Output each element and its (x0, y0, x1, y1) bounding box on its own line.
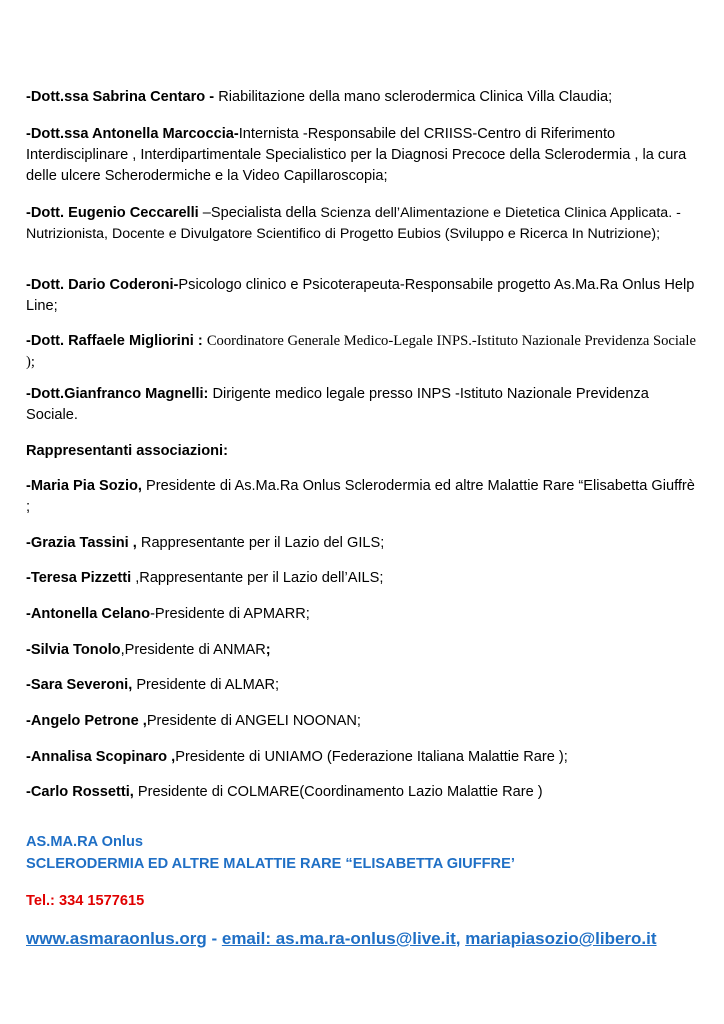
assoc-sozio (26, 476, 701, 518)
assoc-name: -Carlo Rossetti, (26, 784, 138, 800)
entry-coderoni (26, 275, 701, 317)
assoc-pizzetti (26, 568, 701, 589)
assoc-tassini (26, 533, 701, 554)
email-link-secondary[interactable]: mariapiasozio@libero.it (465, 929, 657, 948)
assoc-scopinaro (26, 747, 701, 768)
assoc-desc: Presidente di UNIAMO (Federazione Italiana Malattie Rare ); (175, 749, 568, 765)
entry-name: -Dott. Raffaele Migliorini : (26, 333, 207, 349)
entry-name: -Dott. Eugenio Ceccarelli (26, 205, 203, 221)
email-link[interactable]: email: as.ma.ra-onlus@live.it (221, 929, 456, 948)
assoc-name: -Grazia Tassini , (26, 535, 141, 551)
entry-desc: Coordinatore Generale Medico-Legale INPS.-Istituto Nazionale Previdenza Sociale ); (26, 333, 696, 370)
footer-phone: Tel.: 334 1577615 (26, 893, 145, 909)
assoc-desc: Presidente di COLMARE(Coordinamento Lazio Malattie Rare ) (137, 784, 543, 800)
separator: , (455, 929, 466, 948)
assoc-desc: ,Presidente di ANMAR (120, 642, 266, 658)
assoc-name: -Antonella Celano (26, 606, 151, 622)
assoc-tonolo (26, 640, 701, 661)
entry-desc: Psicologo clinico e Psicoterapeuta-Responsabile progetto As.Ma.Ra Onlus Help Line; (26, 277, 695, 314)
assoc-name: -Annalisa Scopinaro , (26, 749, 176, 765)
entry-magnelli (26, 384, 701, 426)
entry-marcoccia (26, 124, 701, 187)
assoc-desc: Presidente di ALMAR; (136, 677, 280, 693)
assoc-severoni (26, 675, 701, 696)
entry-name: -Dott.Gianfranco Magnelli: (26, 386, 213, 402)
entry-name: -Dott.ssa Sabrina Centaro - (26, 89, 219, 105)
footer-org-full-name: SCLERODERMIA ED ALTRE MALATTIE RARE “ELISABETTA GIUFFRE’ (26, 856, 515, 872)
footer-org-name: AS.MA.RA Onlus (26, 834, 144, 850)
entry-name: -Dott. Dario Coderoni- (26, 277, 179, 293)
assoc-name: -Angelo Petrone , (26, 713, 147, 729)
assoc-desc: -Presidente di APMARR; (150, 606, 310, 622)
assoc-desc: ,Rappresentante per il Lazio dell’AILS; (135, 570, 384, 586)
footer-links (26, 927, 701, 952)
assoc-tail: ; (265, 642, 271, 658)
assoc-desc: Rappresentante per il Lazio del GILS; (140, 535, 385, 551)
entry-name: -Dott.ssa Antonella Marcoccia- (26, 126, 239, 142)
entry-desc: Internista -Responsabile del CRIISS-Centro di Riferimento Interdisciplinare , Interdipartimentale Specialistico per la Diagnosi Precoce della Sclerodermia , la cura delle ulcere Scherodermiche e la Video Capillaroscopia; (26, 126, 687, 184)
assoc-name: -Silvia Tonolo (26, 642, 121, 658)
assoc-heading: Rappresentanti associazioni: (26, 443, 228, 459)
entry-desc: Riabilitazione della mano sclerodermica Clinica Villa Claudia; (218, 89, 613, 105)
website-link[interactable]: www.asmaraonlus.org (26, 929, 207, 948)
assoc-celano (26, 604, 701, 625)
entry-migliorini (26, 331, 701, 373)
assoc-name: -Sara Severoni, (26, 677, 137, 693)
separator: - (206, 929, 222, 948)
assoc-name: -Teresa Pizzetti (26, 570, 136, 586)
assoc-petrone (26, 711, 701, 732)
assoc-desc: Presidente di ANGELI NOONAN; (146, 713, 361, 729)
entry-centaro (26, 87, 701, 108)
assoc-desc: Presidente di As.Ma.Ra Onlus Sclerodermia ed altre Malattie Rare “Elisabetta Giuffrè ; (26, 478, 695, 515)
entry-desc: –Specialista della (202, 205, 321, 221)
entry-ceccarelli (26, 203, 701, 245)
entry-desc: Dirigente medico legale presso INPS -Istituto Nazionale Previdenza Sociale. (26, 386, 649, 423)
assoc-rossetti (26, 782, 701, 803)
assoc-name: -Maria Pia Sozio, (26, 478, 147, 494)
entry-desc-detail: Scienza dell’Alimentazione e Dietetica Clinica Applicata. -Nutrizionista, Docente e Divulgatore Scientifico di Progetto Eubios (Sviluppo e Ricerca In Nutrizione); (26, 205, 681, 242)
